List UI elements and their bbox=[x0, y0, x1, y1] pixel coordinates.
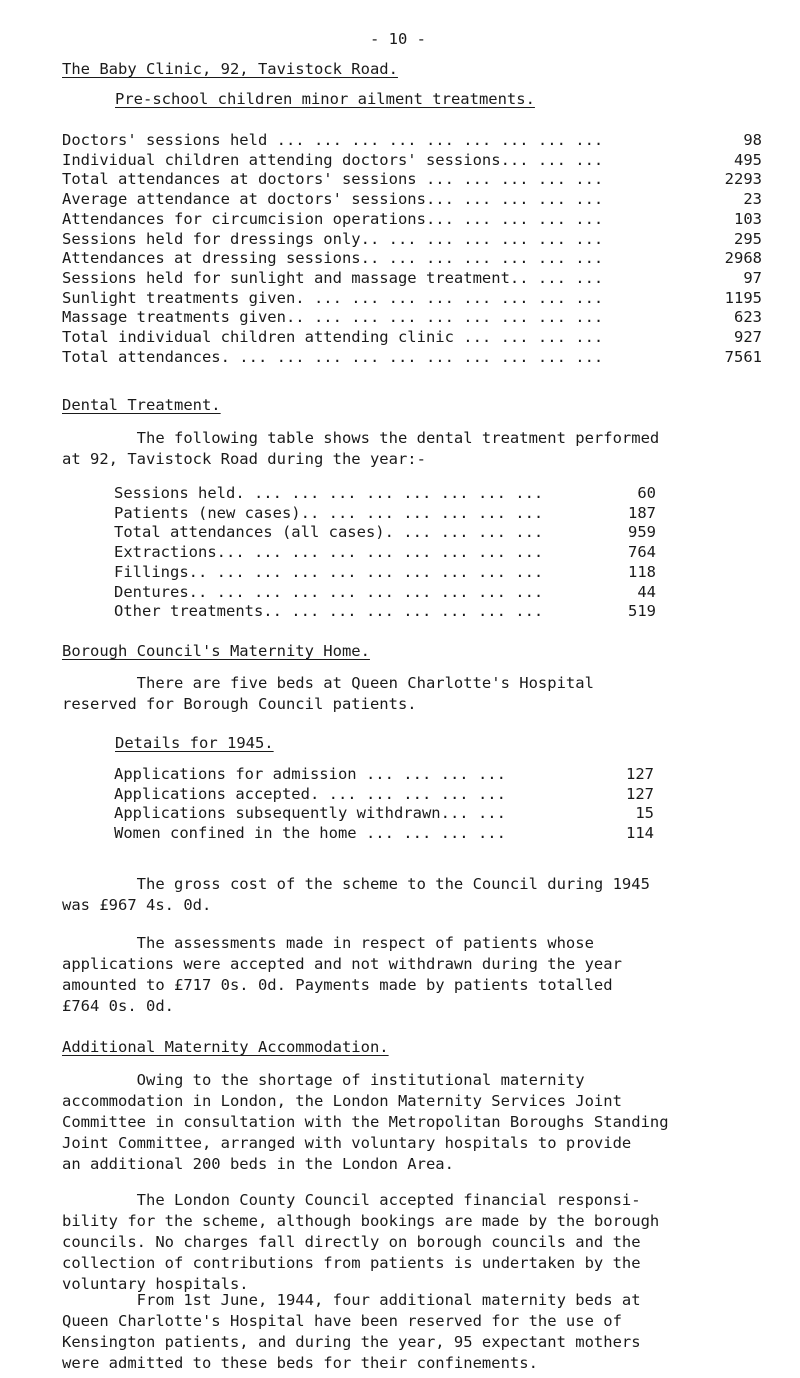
table-row bbox=[62, 133, 762, 151]
row-label: Women confined in the home ... ... ... ... bbox=[114, 824, 506, 843]
row-value: 187 bbox=[628, 503, 656, 522]
row-label: Patients (new cases).. ... ... ... ... ... ... bbox=[114, 503, 544, 522]
table-row bbox=[62, 330, 762, 348]
section-title-minor-ailments: Pre-school children minor ailment treatments. bbox=[115, 90, 535, 108]
row-label: Attendances for circumcision operations... ... ... ... ... bbox=[62, 209, 604, 228]
row-label: Sessions held for dressings only.. ... ... ... ... ... ... bbox=[62, 229, 604, 248]
row-label: Sessions held. ... ... ... ... ... ... ... ... bbox=[114, 484, 544, 502]
row-value: 623 bbox=[734, 308, 762, 327]
table-row bbox=[114, 486, 656, 504]
paragraph-line: were admitted to these beds for their confinements. bbox=[62, 1354, 538, 1372]
row-value: 103 bbox=[734, 209, 762, 228]
paragraph-line: Owing to the shortage of institutional maternity bbox=[62, 1071, 585, 1089]
dental-intro bbox=[62, 428, 782, 470]
row-label: Sunlight treatments given. ... ... ... ... ... ... ... ... bbox=[62, 288, 604, 307]
paragraph-line: Kensington patients, and during the year, 95 expectant mothers bbox=[62, 1333, 641, 1351]
row-value: 23 bbox=[743, 190, 762, 209]
paragraph-line: Committee in consultation with the Metropolitan Boroughs Standing bbox=[62, 1113, 669, 1131]
paragraph-line: Queen Charlotte's Hospital have been reserved for the use of bbox=[62, 1312, 622, 1330]
section-title-dental: Dental Treatment. bbox=[62, 396, 221, 414]
row-label: Attendances at dressing sessions.. ... ... ... ... ... ... bbox=[62, 249, 604, 268]
paragraph-line: bility for the scheme, although bookings are made by the borough bbox=[62, 1212, 660, 1230]
cost-line: The gross cost of the scheme to the Council during 1945 bbox=[62, 875, 650, 893]
row-value: 60 bbox=[637, 484, 656, 502]
paragraph-line: The London County Council accepted financial responsi- bbox=[62, 1191, 641, 1209]
assessment-paragraph bbox=[62, 933, 782, 1017]
table-row bbox=[114, 767, 654, 785]
details-title: Details for 1945. bbox=[115, 734, 274, 752]
row-label: Applications accepted. ... ... ... ... ... bbox=[114, 784, 506, 803]
paragraph-line: voluntary hospitals. bbox=[62, 1275, 249, 1293]
paragraph-line: collection of contributions from patients is undertaken by the bbox=[62, 1254, 641, 1272]
row-value: 44 bbox=[637, 582, 656, 601]
maternity-intro bbox=[62, 673, 782, 715]
row-label: Individual children attending doctors' sessions... ... ... bbox=[62, 150, 604, 169]
row-value: 97 bbox=[743, 268, 762, 287]
row-label: Dentures.. ... ... ... ... ... ... ... ... ... bbox=[114, 582, 544, 601]
row-value: 127 bbox=[626, 765, 654, 783]
table-row bbox=[114, 806, 654, 824]
row-value: 2293 bbox=[724, 170, 762, 189]
table-row bbox=[114, 582, 656, 603]
row-value: 1195 bbox=[724, 288, 762, 307]
assessment-line: £764 0s. 0d. bbox=[62, 997, 174, 1015]
cost-line: was £967 4s. 0d. bbox=[62, 896, 212, 914]
table-row bbox=[114, 826, 654, 844]
table-row bbox=[62, 268, 762, 289]
dental-intro-line: at 92, Tavistock Road during the year:- bbox=[62, 450, 426, 468]
page-number: - 10 - bbox=[370, 30, 426, 48]
row-label: Average attendance at doctors' sessions... ... ... ... ... bbox=[62, 190, 604, 209]
row-value: 295 bbox=[734, 229, 762, 248]
table-row bbox=[114, 562, 656, 583]
table-row bbox=[62, 209, 762, 230]
row-value: 98 bbox=[743, 131, 762, 149]
row-value: 7561 bbox=[724, 347, 762, 366]
paragraph-line: From 1st June, 1944, four additional maternity beds at bbox=[62, 1291, 641, 1309]
row-value: 519 bbox=[628, 602, 656, 621]
additional-paragraph-1 bbox=[62, 1070, 782, 1175]
table-row bbox=[114, 784, 654, 805]
row-label: Total attendances. ... ... ... ... ... ... ... ... ... ... bbox=[62, 347, 604, 366]
row-label: Sessions held for sunlight and massage treatment.. ... ... bbox=[62, 268, 604, 287]
section-title-maternity-home: Borough Council's Maternity Home. bbox=[62, 642, 370, 660]
row-label: Total attendances (all cases). ... ... ... ... bbox=[114, 523, 544, 542]
table-row bbox=[114, 604, 656, 622]
table-row bbox=[62, 310, 762, 328]
row-label: Total attendances at doctors' sessions ... ... ... ... ... bbox=[62, 170, 604, 189]
maternity-intro-line: There are five beds at Queen Charlotte's Hospital bbox=[62, 674, 594, 692]
assessment-line: amounted to £717 0s. 0d. Payments made by patients totalled bbox=[62, 976, 613, 994]
paragraph-line: Joint Committee, arranged with voluntary hospitals to provide bbox=[62, 1134, 632, 1152]
row-label: Other treatments.. ... ... ... ... ... ... ... bbox=[114, 602, 544, 621]
row-value: 764 bbox=[628, 543, 656, 562]
table-row bbox=[62, 251, 762, 269]
table-row bbox=[62, 288, 762, 309]
additional-paragraph-2 bbox=[62, 1190, 782, 1295]
table-row bbox=[62, 347, 762, 368]
row-label: Applications subsequently withdrawn... ... bbox=[114, 804, 506, 823]
table-row bbox=[62, 150, 762, 171]
maternity-intro-line: reserved for Borough Council patients. bbox=[62, 695, 417, 713]
table-row bbox=[62, 172, 762, 190]
row-value: 15 bbox=[635, 804, 654, 823]
row-value: 495 bbox=[734, 150, 762, 169]
section-title-additional-maternity: Additional Maternity Accommodation. bbox=[62, 1038, 389, 1056]
row-value: 118 bbox=[628, 562, 656, 581]
additional-paragraph-3 bbox=[62, 1290, 782, 1374]
row-value: 2968 bbox=[724, 249, 762, 268]
paragraph-line: accommodation in London, the London Maternity Services Joint bbox=[62, 1092, 622, 1110]
row-label: Fillings.. ... ... ... ... ... ... ... ... ... bbox=[114, 562, 544, 581]
row-label: Applications for admission ... ... ... ... bbox=[114, 765, 506, 783]
dental-intro-line: The following table shows the dental treatment performed bbox=[62, 429, 660, 447]
row-value: 114 bbox=[626, 824, 654, 843]
assessment-line: The assessments made in respect of patients whose bbox=[62, 934, 594, 952]
row-label: Extractions... ... ... ... ... ... ... ... ... bbox=[114, 543, 544, 562]
row-value: 959 bbox=[628, 523, 656, 542]
paragraph-line: councils. No charges fall directly on borough councils and the bbox=[62, 1233, 641, 1251]
row-value: 927 bbox=[734, 328, 762, 346]
row-label: Doctors' sessions held ... ... ... ... ... ... ... ... ... bbox=[62, 131, 604, 149]
assessment-line: applications were accepted and not withdrawn during the year bbox=[62, 955, 622, 973]
paragraph-line: an additional 200 beds in the London Area. bbox=[62, 1155, 454, 1173]
page-header: The Baby Clinic, 92, Tavistock Road. bbox=[62, 60, 398, 78]
table-row bbox=[62, 229, 762, 250]
table-row bbox=[114, 545, 656, 563]
table-row bbox=[62, 192, 762, 210]
table-row bbox=[114, 503, 656, 524]
row-label: Massage treatments given.. ... ... ... ... ... ... ... ... bbox=[62, 308, 604, 327]
cost-paragraph bbox=[62, 874, 782, 916]
table-row bbox=[114, 525, 656, 543]
row-label: Total individual children attending clinic ... ... ... ... bbox=[62, 328, 604, 346]
row-value: 127 bbox=[626, 784, 654, 803]
